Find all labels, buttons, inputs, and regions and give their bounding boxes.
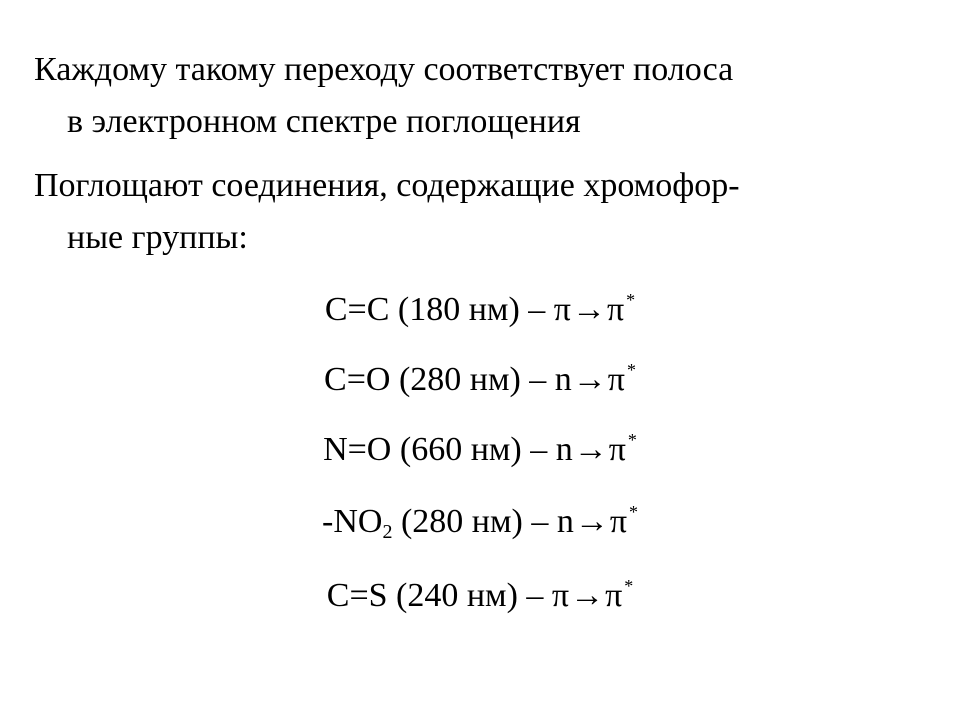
formula-from: n: [556, 503, 574, 540]
paragraph-line: в электронном спектре поглощения: [67, 103, 581, 140]
formula-dash: –: [531, 503, 549, 540]
formula-group: C=S: [326, 577, 388, 614]
formula-star: *: [628, 502, 638, 522]
formula-to: π: [605, 577, 623, 614]
formula-dash: –: [529, 361, 547, 398]
formula-no2: [0, 490, 960, 554]
formula-c-s: [0, 564, 960, 618]
formula-n-o: [0, 418, 960, 472]
formula-star: *: [626, 360, 636, 380]
paragraph-line: Каждому такому переходу соответствует полоса: [34, 51, 734, 88]
formula-star: *: [624, 576, 634, 596]
arrow-icon: →: [571, 291, 606, 328]
formula-wavelength: (280 нм): [400, 503, 523, 540]
arrow-icon: →: [574, 503, 609, 540]
formula-group: C=C: [324, 291, 390, 328]
formula-group: [322, 503, 393, 543]
formula-to: π: [609, 503, 627, 540]
formula-dash: –: [526, 577, 544, 614]
formula-from: π: [553, 291, 571, 328]
formula-subscript: 2: [382, 521, 393, 543]
formula-c-o: [0, 348, 960, 402]
formula-from: π: [551, 577, 570, 614]
formula-star: *: [627, 430, 637, 450]
formula-star: *: [626, 290, 636, 310]
formula-group: N=O: [323, 431, 392, 468]
formula-from: n: [554, 361, 572, 398]
formula-to: π: [608, 431, 626, 468]
paragraph-line: Поглощают соединения, содержащие хромофор-: [34, 167, 740, 204]
formula-to: π: [607, 361, 625, 398]
formula-c-c: [0, 278, 960, 332]
formula-wavelength: (660 нм): [399, 431, 522, 468]
paragraph-absorption-band: [34, 44, 934, 148]
arrow-icon: →: [570, 577, 605, 614]
arrow-icon: →: [573, 431, 608, 468]
formula-dash: –: [530, 431, 548, 468]
formula-group-text: -NO: [322, 503, 383, 540]
paragraph-chromophores: [34, 160, 934, 264]
paragraph-line: ные группы:: [67, 219, 248, 256]
formula-from: n: [555, 431, 573, 468]
formula-wavelength: (180 нм): [397, 291, 520, 328]
formula-wavelength: (240 нм): [396, 577, 518, 614]
formula-group: C=O: [324, 361, 391, 398]
formula-wavelength: (280 нм): [398, 361, 521, 398]
formula-dash: –: [528, 291, 546, 328]
arrow-icon: →: [572, 361, 607, 398]
formula-to: π: [606, 291, 625, 328]
